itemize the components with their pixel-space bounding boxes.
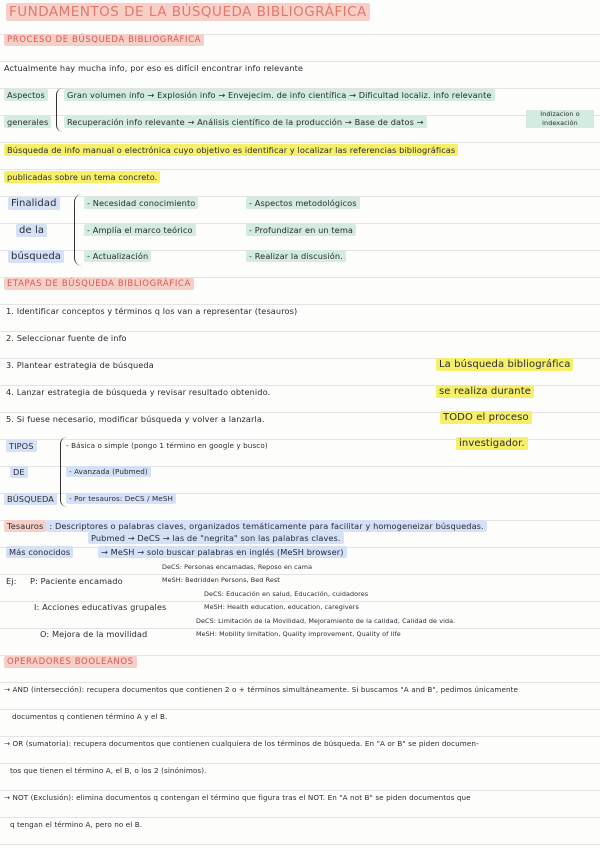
tipos-label-3: BÚSQUEDA	[4, 493, 57, 505]
page-title: FUNDAMENTOS DE LA BÚSQUEDA BIBLIOGRÁFICA	[6, 4, 370, 20]
aspectos-label: Aspectos	[4, 89, 48, 101]
section-heading-etapas: ETAPAS DE BÚSQUEDA BIBLIOGRÁFICA	[4, 278, 194, 290]
or-line-1: → OR (sumatoria): recupera documentos que contienen cualquiera de los términos de búsqueda. En "A or B" se piden documen-	[4, 739, 479, 748]
and-line-2: documentos q contienen término A y el B.	[12, 712, 168, 721]
aspectos-brace	[56, 88, 63, 132]
finalidad-left-3: - Actualización	[84, 250, 151, 262]
not-line-1: → NOT (Exclusión): elimina documentos q contengan el término que figura tras el NOT. En "A not B" se piden documentos que	[4, 793, 471, 802]
definition-line-2: publicadas sobre un tema concreto.	[4, 171, 160, 183]
intro-text: Actualmente hay mucha info, por eso es difícil encontrar info relevante	[4, 63, 304, 73]
p-mesh: MeSH: Bedridden Persons, Bed Rest	[162, 576, 280, 584]
mesh-line: → MeSH → solo buscar palabras en inglés (MeSH browser)	[98, 546, 347, 558]
i-decs: DeCS: Educación en salud, Educación, cuidadores	[204, 590, 369, 598]
or-line-2: tos que tienen el término A, el B, o los 2 (sinónimos).	[10, 766, 207, 775]
note-line-3: TODO el proceso	[440, 411, 532, 424]
p-decs: DeCS: Personas encamadas, Reposo en cama	[162, 563, 313, 571]
finalidad-right-3: - Realizar la discusión.	[246, 250, 346, 262]
finalidad-label-3: búsqueda	[8, 250, 64, 263]
finalidad-label-2: de la	[16, 224, 47, 237]
finalidad-left-2: - Amplía el marco teórico	[84, 224, 196, 236]
p-label: P: Paciente encamado	[30, 576, 123, 586]
step-1: 1. Identificar conceptos y términos q los van a representar (tesauros)	[6, 306, 298, 316]
finalidad-label-1: Finalidad	[8, 197, 60, 210]
tipo-avanzada: - Avanzada (Pubmed)	[66, 466, 151, 478]
o-label: O: Mejora de la movilidad	[40, 629, 148, 639]
section-heading-booleanos: OPERADORES BOOLEANOS	[4, 656, 137, 668]
aspectos-line: Gran volumen info → Explosión info → Envejecim. de info científica → Dificultad localiz. info relevante	[64, 89, 495, 101]
step-3: 3. Plantear estrategia de búsqueda	[6, 360, 154, 370]
step-2: 2. Seleccionar fuente de info	[6, 333, 127, 343]
step-5: 5. Si fuese necesario, modificar búsqueda y volver a lanzarla.	[6, 414, 265, 424]
generales-line: Recuperación info relevante → Análisis científico de la producción → Base de datos →	[64, 116, 427, 128]
step-4: 4. Lanzar estrategia de búsqueda y revisar resultado obtenido.	[6, 387, 271, 397]
i-mesh: MeSH: Health education, education, caregivers	[204, 603, 359, 611]
i-label: I: Acciones educativas grupales	[34, 602, 167, 612]
o-decs: DeCS: Limitación de la Movilidad, Mejoramiento de la calidad, Calidad de vida.	[196, 617, 456, 625]
indizacion-note: Indizacion o indexación	[526, 110, 594, 128]
finalidad-left-1: - Necesidad conocimiento	[84, 197, 198, 209]
mas-conocidos-label: Más conocidos	[6, 546, 73, 558]
not-line-2: q tengan el término A, pero no el B.	[10, 820, 143, 829]
note-line-1: La búsqueda bibliográfica	[436, 358, 573, 371]
note-line-2: se realiza durante	[436, 385, 534, 398]
tipo-basica: - Básica o simple (pongo 1 término en google y busco)	[66, 441, 268, 450]
section-heading-proceso: PROCESO DE BÚSQUEDA BIBLIOGRÁFICA	[4, 34, 204, 46]
tipos-label-2: DE	[10, 466, 28, 478]
note-line-4: investigador.	[456, 437, 528, 450]
definition-line-1: Búsqueda de info manual o electrónica cuyo objetivo es identificar y localizar las referencias bibliográficas	[4, 144, 458, 156]
and-line-1: → AND (intersección): recupera documentos que contienen 2 o + términos simultáneamente. Si buscamos "A and B", pedimos únicamente	[4, 685, 519, 694]
finalidad-right-2: - Profundizar en un tema	[246, 224, 356, 236]
finalidad-brace	[74, 194, 82, 266]
tipo-tesauros: - Por tesauros: DeCS / MeSH	[66, 493, 176, 505]
pubmed-line: Pubmed → DeCS → las de "negrita" son las palabras claves.	[88, 532, 344, 544]
ej-label: Ej:	[6, 576, 17, 586]
tipos-label-1: TIPOS	[6, 440, 37, 452]
finalidad-right-1: - Aspectos metodológicos	[246, 197, 360, 209]
generales-label: generales	[4, 116, 51, 128]
o-mesh: MeSH: Mobility limitation, Quality improvement, Quality of life	[196, 630, 401, 638]
tesauros-line: Tesauros : Descriptores o palabras claves, organizados temáticamente para facilitar y homogeneizar búsquedas.	[4, 520, 487, 532]
